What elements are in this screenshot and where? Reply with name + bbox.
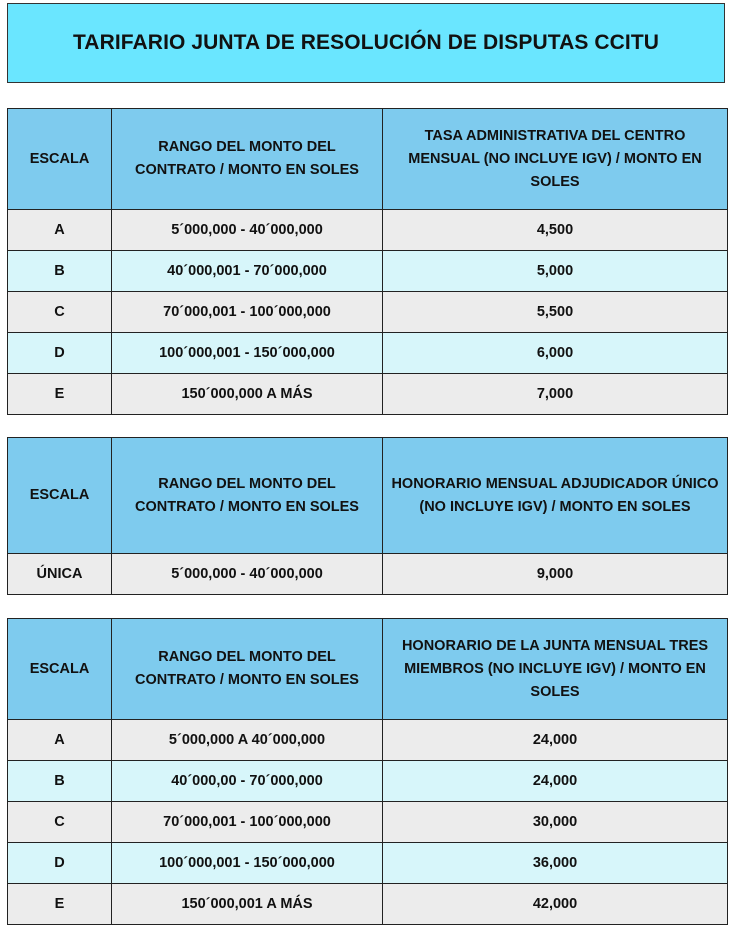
cell-escala: C — [8, 292, 112, 333]
header-tasa-administrativa: TASA ADMINISTRATIVA DEL CENTRO MENSUAL (NO INCLUYE IGV) / MONTO EN SOLES — [383, 109, 728, 210]
cell-monto: 4,500 — [383, 210, 728, 251]
table-row — [8, 374, 728, 415]
cell-escala: E — [8, 374, 112, 415]
cell-rango: 100´000,001 - 150´000,000 — [112, 843, 383, 884]
cell-monto: 30,000 — [383, 802, 728, 843]
cell-escala: A — [8, 720, 112, 761]
cell-rango: 100´000,001 - 150´000,000 — [112, 333, 383, 374]
fee-table-single-adjudicator — [7, 437, 728, 595]
table-row — [8, 251, 728, 292]
cell-monto: 6,000 — [383, 333, 728, 374]
cell-monto: 24,000 — [383, 720, 728, 761]
fee-table-administrative — [7, 108, 728, 415]
cell-monto: 9,000 — [383, 554, 728, 595]
table-row — [8, 761, 728, 802]
cell-rango: 70´000,001 - 100´000,000 — [112, 802, 383, 843]
cell-escala: D — [8, 843, 112, 884]
cell-rango: 5´000,000 - 40´000,000 — [112, 210, 383, 251]
cell-escala: A — [8, 210, 112, 251]
cell-escala: B — [8, 251, 112, 292]
table-row — [8, 802, 728, 843]
cell-rango: 40´000,00 - 70´000,000 — [112, 761, 383, 802]
table-row — [8, 884, 728, 925]
header-honorario-junta: HONORARIO DE LA JUNTA MENSUAL TRES MIEMBROS (NO INCLUYE IGV) / MONTO EN SOLES — [383, 619, 728, 720]
cell-escala: B — [8, 761, 112, 802]
cell-monto: 5,500 — [383, 292, 728, 333]
cell-escala: C — [8, 802, 112, 843]
cell-escala: E — [8, 884, 112, 925]
cell-escala: D — [8, 333, 112, 374]
cell-rango: 5´000,000 - 40´000,000 — [112, 554, 383, 595]
table-row — [8, 333, 728, 374]
fee-table-three-member-board — [7, 618, 728, 925]
cell-monto: 5,000 — [383, 251, 728, 292]
header-escala: ESCALA — [8, 619, 112, 720]
table-row — [8, 210, 728, 251]
table-row — [8, 720, 728, 761]
header-escala: ESCALA — [8, 438, 112, 554]
cell-monto: 24,000 — [383, 761, 728, 802]
header-escala: ESCALA — [8, 109, 112, 210]
cell-rango: 40´000,001 - 70´000,000 — [112, 251, 383, 292]
table-row — [8, 292, 728, 333]
cell-rango: 5´000,000 A 40´000,000 — [112, 720, 383, 761]
cell-monto: 36,000 — [383, 843, 728, 884]
cell-monto: 7,000 — [383, 374, 728, 415]
cell-rango: 70´000,001 - 100´000,000 — [112, 292, 383, 333]
cell-monto: 42,000 — [383, 884, 728, 925]
header-rango: RANGO DEL MONTO DEL CONTRATO / MONTO EN SOLES — [112, 109, 383, 210]
table-row — [8, 554, 728, 595]
page-title: TARIFARIO JUNTA DE RESOLUCIÓN DE DISPUTAS CCITU — [7, 3, 725, 83]
header-rango: RANGO DEL MONTO DEL CONTRATO / MONTO EN SOLES — [112, 438, 383, 554]
cell-rango: 150´000,000 A MÁS — [112, 374, 383, 415]
header-rango: RANGO DEL MONTO DEL CONTRATO / MONTO EN SOLES — [112, 619, 383, 720]
table-row — [8, 843, 728, 884]
cell-escala: ÚNICA — [8, 554, 112, 595]
cell-rango: 150´000,001 A MÁS — [112, 884, 383, 925]
header-honorario-unico: HONORARIO MENSUAL ADJUDICADOR ÚNICO (NO INCLUYE IGV) / MONTO EN SOLES — [383, 438, 728, 554]
